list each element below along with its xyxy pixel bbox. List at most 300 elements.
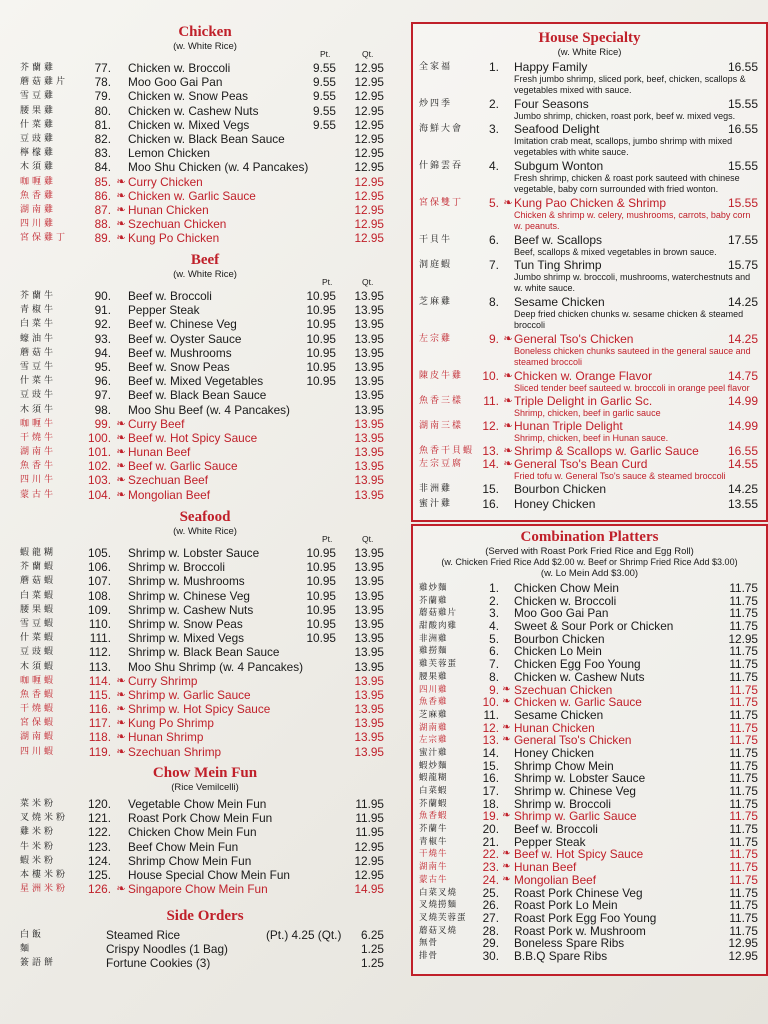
- item-name: Hunan Chicken: [514, 720, 595, 735]
- menu-item-row[interactable]: [20, 61, 390, 75]
- item-number: 21.: [482, 834, 499, 849]
- pepper-icon: ❧: [503, 197, 513, 209]
- chinese-name: 宮保雙丁: [419, 198, 464, 208]
- menu-item-row[interactable]: [20, 317, 390, 331]
- combo-item[interactable]: [413, 912, 766, 925]
- item-number: 114.: [88, 673, 111, 688]
- menu-item-row[interactable]: [20, 560, 390, 574]
- item-name: Hunan Triple Delight: [514, 419, 623, 433]
- specialty-item[interactable]: [413, 61, 766, 98]
- item-name: Chicken w. Cashew Nuts: [128, 103, 259, 118]
- quart-price: 13.95: [354, 744, 384, 759]
- specialty-item[interactable]: [413, 123, 766, 160]
- item-description: Jumbo shrimp, chicken, roast pork, beef w. mixed vegs.: [514, 111, 736, 121]
- item-number: 113.: [88, 659, 111, 674]
- quart-price: 11.95: [355, 825, 384, 840]
- combo-item[interactable]: [413, 861, 766, 874]
- item-number: 101.: [88, 445, 111, 460]
- menu-item-row[interactable]: [20, 445, 390, 459]
- section-title: House Specialty: [538, 30, 641, 46]
- combo-item[interactable]: [413, 823, 766, 836]
- item-name: Roast Pork Lo Mein: [514, 898, 618, 913]
- menu-item-row[interactable]: [20, 160, 390, 174]
- pepper-icon: ❧: [503, 458, 513, 470]
- quart-price: 13.95: [354, 317, 384, 332]
- item-number: 1.: [488, 60, 499, 74]
- item-name: Beef w. Broccoli: [128, 289, 212, 303]
- chinese-name: 宮保雞丁: [20, 233, 69, 244]
- menu-item-row[interactable]: [20, 660, 390, 674]
- combo-item[interactable]: [413, 709, 766, 722]
- item-name: Chicken w. Broccoli: [514, 593, 617, 608]
- item-price: 1.25: [361, 956, 384, 971]
- menu-item-row[interactable]: [20, 473, 390, 487]
- menu-item-row[interactable]: [20, 346, 390, 360]
- chinese-name: 簽語餅: [20, 958, 57, 969]
- menu-item-row[interactable]: [20, 118, 390, 132]
- chinese-name: 白菜叉燒: [419, 887, 458, 898]
- item-price: 11.75: [729, 619, 758, 634]
- item-number: 86.: [94, 188, 111, 203]
- combo-item[interactable]: [413, 582, 766, 595]
- chinese-name: 魚香干貝蝦: [419, 446, 475, 456]
- item-name: Bourbon Chicken: [514, 631, 605, 646]
- chinese-name: 干燒蝦: [20, 704, 57, 715]
- item-price: 11.75: [729, 644, 758, 659]
- section-subtitle: (Rice Vemilcelli): [171, 782, 239, 793]
- item-name: Chicken w. Broccoli: [128, 61, 231, 75]
- item-name: Beef w. Garlic Sauce: [128, 459, 238, 474]
- combo-item[interactable]: [413, 747, 766, 760]
- menu-item-row[interactable]: [20, 574, 390, 588]
- menu-item-row[interactable]: [20, 617, 390, 631]
- item-name: Curry Shrimp: [128, 673, 198, 688]
- item-price: 11.75: [729, 581, 758, 595]
- specialty-item[interactable]: [413, 420, 766, 445]
- chinese-name: 什菜蝦: [20, 633, 57, 644]
- item-number: 87.: [94, 202, 111, 217]
- combo-item[interactable]: [413, 658, 766, 671]
- menu-item-row[interactable]: [20, 203, 390, 217]
- item-price: 15.75: [727, 258, 758, 272]
- combo-item[interactable]: [413, 874, 766, 887]
- item-name: Shrimp w. Lobster Sauce: [128, 546, 260, 560]
- item-name: General Tso's Bean Curd: [514, 457, 648, 471]
- menu-item-row[interactable]: [20, 303, 390, 317]
- item-name: Lemon Chicken: [128, 146, 210, 161]
- chinese-name: 湖南蝦: [20, 732, 57, 743]
- side-order-row[interactable]: [20, 928, 390, 942]
- menu-item-row[interactable]: [20, 332, 390, 346]
- menu-item-row[interactable]: [20, 231, 390, 245]
- seafood-section: [20, 509, 390, 759]
- specialty-item[interactable]: [413, 160, 766, 197]
- section-subtitle: (w. White Rice): [173, 269, 237, 280]
- item-number: 2.: [488, 97, 499, 111]
- item-number: 96.: [94, 374, 111, 389]
- quart-price: 13.95: [354, 303, 384, 318]
- item-price: 11.75: [729, 682, 758, 697]
- chinese-name: 蘑菇雞片: [419, 608, 458, 619]
- chinese-name: 蒙古牛: [20, 489, 57, 500]
- pint-price: 9.55: [313, 117, 336, 132]
- chinese-name: 魚香雞: [419, 697, 448, 708]
- item-number: 15.: [482, 758, 499, 773]
- item-description: Sliced tender beef sauteed w. broccoli in orange peel flavor: [514, 383, 750, 393]
- item-number: 85.: [94, 174, 111, 189]
- chinese-name: 湖南雞: [419, 722, 448, 733]
- item-name: Sesame Chicken: [514, 707, 604, 722]
- chinese-name: 左宗雞: [419, 735, 448, 746]
- chinese-name: 宮保蝦: [20, 718, 57, 729]
- quart-price: 12.95: [354, 160, 384, 175]
- menu-item-row[interactable]: [20, 589, 390, 603]
- item-name: Szechuan Chicken: [514, 682, 613, 697]
- item-name: Beef w. Scallops: [514, 233, 603, 247]
- item-price: 11.75: [729, 758, 758, 773]
- pepper-icon: ❧: [503, 370, 513, 382]
- item-number: 11.: [483, 394, 499, 408]
- item-price: 12.95: [728, 631, 758, 646]
- item-description: Chicken & shrimp w. celery, mushrooms, carrots, baby corn w. peanuts.: [514, 210, 751, 231]
- item-number: 110.: [88, 616, 111, 631]
- menu-item-row[interactable]: [20, 89, 390, 103]
- menu-item-row[interactable]: [20, 825, 390, 839]
- chinese-name: 叉燒芙蓉蛋: [419, 912, 467, 923]
- item-name: Mongolian Beef: [514, 872, 596, 887]
- quart-price: 13.95: [354, 546, 384, 560]
- menu-item-row[interactable]: [20, 189, 390, 203]
- chinese-name: 蝦米粉: [20, 855, 57, 866]
- specialty-item[interactable]: [413, 259, 766, 296]
- chinese-name: 湖南牛: [20, 447, 57, 458]
- item-price: 11.75: [729, 885, 758, 900]
- item-number: 10.: [482, 695, 499, 710]
- menu-item-row[interactable]: [20, 132, 390, 146]
- menu-item-row[interactable]: [20, 840, 390, 854]
- item-price: 14.55: [727, 457, 758, 471]
- chinese-name: 干燒牛: [419, 849, 448, 860]
- specialty-item[interactable]: [413, 98, 766, 123]
- item-name: General Tso's Chicken: [514, 733, 632, 748]
- item-name: Fortune Cookies (3): [106, 956, 211, 971]
- menu-item-row[interactable]: [20, 488, 390, 502]
- quart-label: Qt.: [362, 534, 374, 544]
- item-number: 30.: [482, 948, 499, 963]
- menu-item-row[interactable]: [20, 374, 390, 388]
- chinese-name: 芝麻雞: [419, 297, 453, 307]
- quart-price: 12.95: [354, 117, 384, 132]
- item-number: 1.: [489, 581, 499, 595]
- menu-item-row[interactable]: [20, 175, 390, 189]
- quart-price: 12.95: [354, 867, 384, 882]
- item-number: 27.: [482, 910, 499, 925]
- item-name: Shrimp w. Black Bean Sauce: [128, 645, 280, 660]
- combo-item[interactable]: [413, 899, 766, 912]
- menu-item-row[interactable]: [20, 403, 390, 417]
- item-name: Hunan Shrimp: [128, 730, 204, 745]
- quart-price: 13.95: [354, 345, 384, 360]
- menu-item-row[interactable]: [20, 730, 390, 744]
- pepper-icon: ❧: [503, 445, 513, 457]
- chinese-name: 蜜汁雞: [419, 747, 448, 758]
- item-number: 19.: [482, 809, 499, 824]
- item-number: 5.: [488, 196, 499, 210]
- chinese-name: 咖喱雞: [20, 176, 57, 187]
- item-description: Fresh shrimp, chicken & roast pork sauteed with chinese vegetable, baby corn surrounded with fried wonton.: [514, 173, 740, 194]
- chinese-name: 左宗雞: [419, 334, 453, 344]
- quart-price: 13.95: [354, 602, 384, 617]
- chinese-name: 本樓米粉: [20, 869, 69, 880]
- specialty-item[interactable]: [413, 395, 766, 420]
- quart-price: 12.95: [354, 61, 384, 75]
- menu-item-row[interactable]: [20, 388, 390, 402]
- menu-item-row[interactable]: [20, 645, 390, 659]
- item-name: Szechuan Beef: [128, 473, 209, 488]
- menu-item-row[interactable]: [20, 360, 390, 374]
- item-name: Chicken w. Cashew Nuts: [514, 669, 645, 684]
- specialty-item[interactable]: [413, 370, 766, 395]
- quart-price: 12.95: [354, 217, 384, 232]
- item-number: 117.: [88, 716, 111, 731]
- pepper-icon: ❧: [502, 721, 511, 733]
- item-number: 126.: [88, 882, 111, 897]
- item-name: Sesame Chicken: [514, 295, 605, 309]
- pint-price: 10.95: [306, 374, 336, 389]
- chinese-name: 雞米粉: [20, 827, 57, 838]
- item-name: Roast Pork w. Mushroom: [514, 923, 646, 938]
- house-specialty-box: [411, 22, 768, 522]
- item-name: Shrimp w. Cashew Nuts: [128, 602, 254, 617]
- menu-item-row[interactable]: [20, 674, 390, 688]
- menu-item-row[interactable]: [20, 217, 390, 231]
- quart-price: 13.95: [354, 289, 384, 303]
- item-name: Mongolian Beef: [128, 487, 210, 502]
- menu-item-row[interactable]: [20, 146, 390, 160]
- menu-item-row[interactable]: [20, 431, 390, 445]
- item-number: 97.: [94, 388, 111, 403]
- specialty-item[interactable]: [413, 333, 766, 370]
- item-name: Beef w. Black Bean Sauce: [128, 388, 267, 403]
- side-orders-section: [20, 908, 390, 971]
- item-number: 6.: [488, 233, 499, 247]
- quart-price: 12.95: [354, 75, 384, 90]
- specialty-item[interactable]: [413, 234, 766, 259]
- menu-item-row[interactable]: [20, 603, 390, 617]
- item-name: Subgum Wonton: [514, 159, 604, 173]
- item-number: 84.: [94, 160, 111, 175]
- item-price: 11.75: [729, 707, 758, 722]
- pepper-icon: ❧: [502, 848, 511, 860]
- chinese-name: 什錦雲吞: [419, 161, 464, 171]
- pepper-icon: ❧: [502, 734, 511, 746]
- chinese-name: 木須雞: [20, 162, 57, 173]
- chinese-name: 四川牛: [20, 475, 57, 486]
- pint-price: 10.95: [306, 289, 336, 303]
- menu-item-row[interactable]: [20, 289, 390, 303]
- item-number: 11.: [483, 707, 499, 722]
- specialty-item[interactable]: [413, 296, 766, 333]
- chinese-name: 陳皮牛雞: [419, 371, 464, 381]
- item-name: Kung Po Shrimp: [128, 716, 214, 731]
- menu-item-row[interactable]: [20, 546, 390, 560]
- chinese-name: 白菜牛: [20, 319, 57, 330]
- item-number: 98.: [94, 402, 111, 417]
- item-price: 11.75: [729, 910, 758, 925]
- price-header: [20, 277, 390, 289]
- chinese-name: 什菜雞: [20, 119, 57, 130]
- pepper-icon: ❧: [503, 333, 513, 345]
- pepper-icon: ❧: [502, 810, 511, 822]
- menu-item-row[interactable]: [20, 702, 390, 716]
- pint-price: 9.55: [313, 89, 336, 104]
- chinese-name: 芝麻雞: [419, 709, 448, 720]
- menu-item-row[interactable]: [20, 882, 390, 896]
- quart-price: 13.95: [354, 416, 384, 431]
- size-prices: (Pt.) 4.25 (Qt.): [266, 928, 342, 942]
- pint-price: 9.55: [313, 103, 336, 118]
- chinese-name: 什菜牛: [20, 376, 57, 387]
- side-order-row[interactable]: [20, 956, 390, 970]
- menu-item-row[interactable]: [20, 716, 390, 730]
- pepper-icon: ❧: [116, 232, 126, 245]
- item-price: 15.55: [727, 97, 758, 111]
- item-number: 16.: [482, 771, 499, 786]
- side-order-row[interactable]: [20, 942, 390, 956]
- pepper-icon: ❧: [502, 696, 511, 708]
- item-number: 122.: [88, 825, 111, 840]
- chinese-name: 四川雞: [20, 219, 57, 230]
- menu-item-row[interactable]: [20, 797, 390, 811]
- item-name: Kung Pao Chicken & Shrimp: [514, 196, 667, 210]
- specialty-item[interactable]: [413, 498, 766, 513]
- menu-item-row[interactable]: [20, 75, 390, 89]
- item-number: 23.: [482, 860, 499, 875]
- quart-price: 13.95: [354, 574, 384, 589]
- menu-item-row[interactable]: [20, 854, 390, 868]
- quart-price: 12.95: [354, 202, 384, 217]
- menu-item-row[interactable]: [20, 811, 390, 825]
- item-name: Pepper Steak: [514, 834, 586, 849]
- pint-price: 10.95: [306, 588, 336, 603]
- menu-item-row[interactable]: [20, 459, 390, 473]
- menu-item-row[interactable]: [20, 104, 390, 118]
- chinese-name: 腰果蝦: [20, 604, 57, 615]
- menu-item-row[interactable]: [20, 868, 390, 882]
- quart-price: 13.95: [354, 702, 384, 717]
- item-name: Beef w. Mixed Vegetables: [128, 374, 264, 389]
- section-subtitle: (w. White Rice): [173, 526, 237, 537]
- pepper-icon: ❧: [502, 873, 511, 885]
- chinese-name: 魚香蝦: [419, 811, 448, 822]
- item-name: Chicken Chow Mein: [514, 581, 619, 595]
- chinese-name: 全家福: [419, 62, 453, 72]
- combo-item[interactable]: [413, 785, 766, 798]
- chinese-name: 魚香牛: [20, 461, 57, 472]
- pint-price: 10.95: [306, 359, 336, 374]
- pepper-icon: ❧: [116, 474, 126, 487]
- item-name: Tun Ting Shrimp: [514, 258, 602, 272]
- item-price: 14.25: [727, 295, 758, 309]
- chinese-name: 蝦龍糊: [419, 773, 448, 784]
- pepper-icon: ❧: [503, 395, 513, 407]
- quart-price: 13.95: [354, 560, 384, 575]
- chinese-name: 洞庭蝦: [419, 260, 453, 270]
- item-description: Shrimp, chicken, beef in Hunan sauce.: [514, 433, 669, 443]
- chinese-name: 豆豉蝦: [20, 647, 57, 658]
- item-name: Roast Pork Egg Foo Young: [514, 910, 657, 925]
- item-number: 81.: [94, 117, 111, 132]
- pepper-icon: ❧: [116, 674, 126, 687]
- combo-note-lo-mein: (w. Lo Mein Add $3.00): [540, 568, 639, 579]
- chinese-name: 芥蘭雞: [419, 595, 448, 606]
- item-price: 11.75: [729, 923, 758, 938]
- item-number: 5.: [489, 631, 499, 646]
- item-price: 12.95: [728, 948, 758, 963]
- chinese-name: 四川蝦: [20, 746, 57, 757]
- pepper-icon: ❧: [116, 417, 126, 430]
- quart-price: 12.95: [354, 188, 384, 203]
- chinese-name: 蘑菇蝦: [20, 576, 57, 587]
- specialty-item[interactable]: [413, 197, 766, 234]
- chinese-name: 蒙古牛: [419, 874, 448, 885]
- section-subtitle: (w. White Rice): [173, 41, 237, 52]
- quart-price: 12.95: [354, 231, 384, 246]
- chinese-name: 蘑菇牛: [20, 347, 57, 358]
- item-price: 11.75: [729, 771, 758, 786]
- chinese-name: 芥蘭蝦: [20, 562, 57, 573]
- item-name: Moo Shu Chicken (w. 4 Pancakes): [128, 160, 309, 175]
- item-price: 13.55: [727, 497, 758, 511]
- combo-item[interactable]: [413, 950, 766, 963]
- specialty-item[interactable]: [413, 483, 766, 498]
- combo-item[interactable]: [413, 696, 766, 709]
- menu-item-row[interactable]: [20, 688, 390, 702]
- pint-price: 9.55: [313, 75, 336, 90]
- item-number: 82.: [94, 131, 111, 146]
- combo-item[interactable]: [413, 848, 766, 861]
- item-name: Szechuan Shrimp: [128, 744, 222, 759]
- combo-item[interactable]: [413, 671, 766, 684]
- item-name: Four Seasons: [514, 97, 589, 111]
- item-name: Shrimp w. Hot Spicy Sauce: [128, 702, 271, 717]
- item-name: Shrimp w. Garlic Sauce: [514, 809, 637, 824]
- menu-item-row[interactable]: [20, 745, 390, 759]
- item-number: 120.: [88, 797, 111, 811]
- menu-item-row[interactable]: [20, 417, 390, 431]
- chinese-name: 豆豉牛: [20, 390, 57, 401]
- price-header: [20, 49, 390, 61]
- chinese-name: 雪豆雞: [20, 91, 57, 102]
- chinese-name: 芥蘭牛: [20, 291, 57, 301]
- item-number: 95.: [94, 359, 111, 374]
- combo-item[interactable]: [413, 620, 766, 633]
- pepper-icon: ❧: [116, 203, 126, 216]
- item-name: Shrimp w. Broccoli: [128, 560, 226, 575]
- quart-price: 12.95: [354, 89, 384, 104]
- item-number: 9.: [488, 332, 499, 346]
- item-name: Hunan Chicken: [128, 202, 209, 217]
- item-name: Kung Po Chicken: [128, 231, 220, 246]
- specialty-item[interactable]: [413, 458, 766, 483]
- item-description: Shrimp, chicken, beef in garlic sauce: [514, 408, 661, 418]
- chow-mein-fun-section: [20, 765, 390, 896]
- menu-item-row[interactable]: [20, 631, 390, 645]
- item-name: Hunan Beef: [128, 445, 191, 460]
- item-name: Beef Chow Mein Fun: [128, 839, 239, 854]
- chinese-name: 雞芙蓉蛋: [419, 659, 458, 670]
- item-number: 12.: [482, 419, 499, 433]
